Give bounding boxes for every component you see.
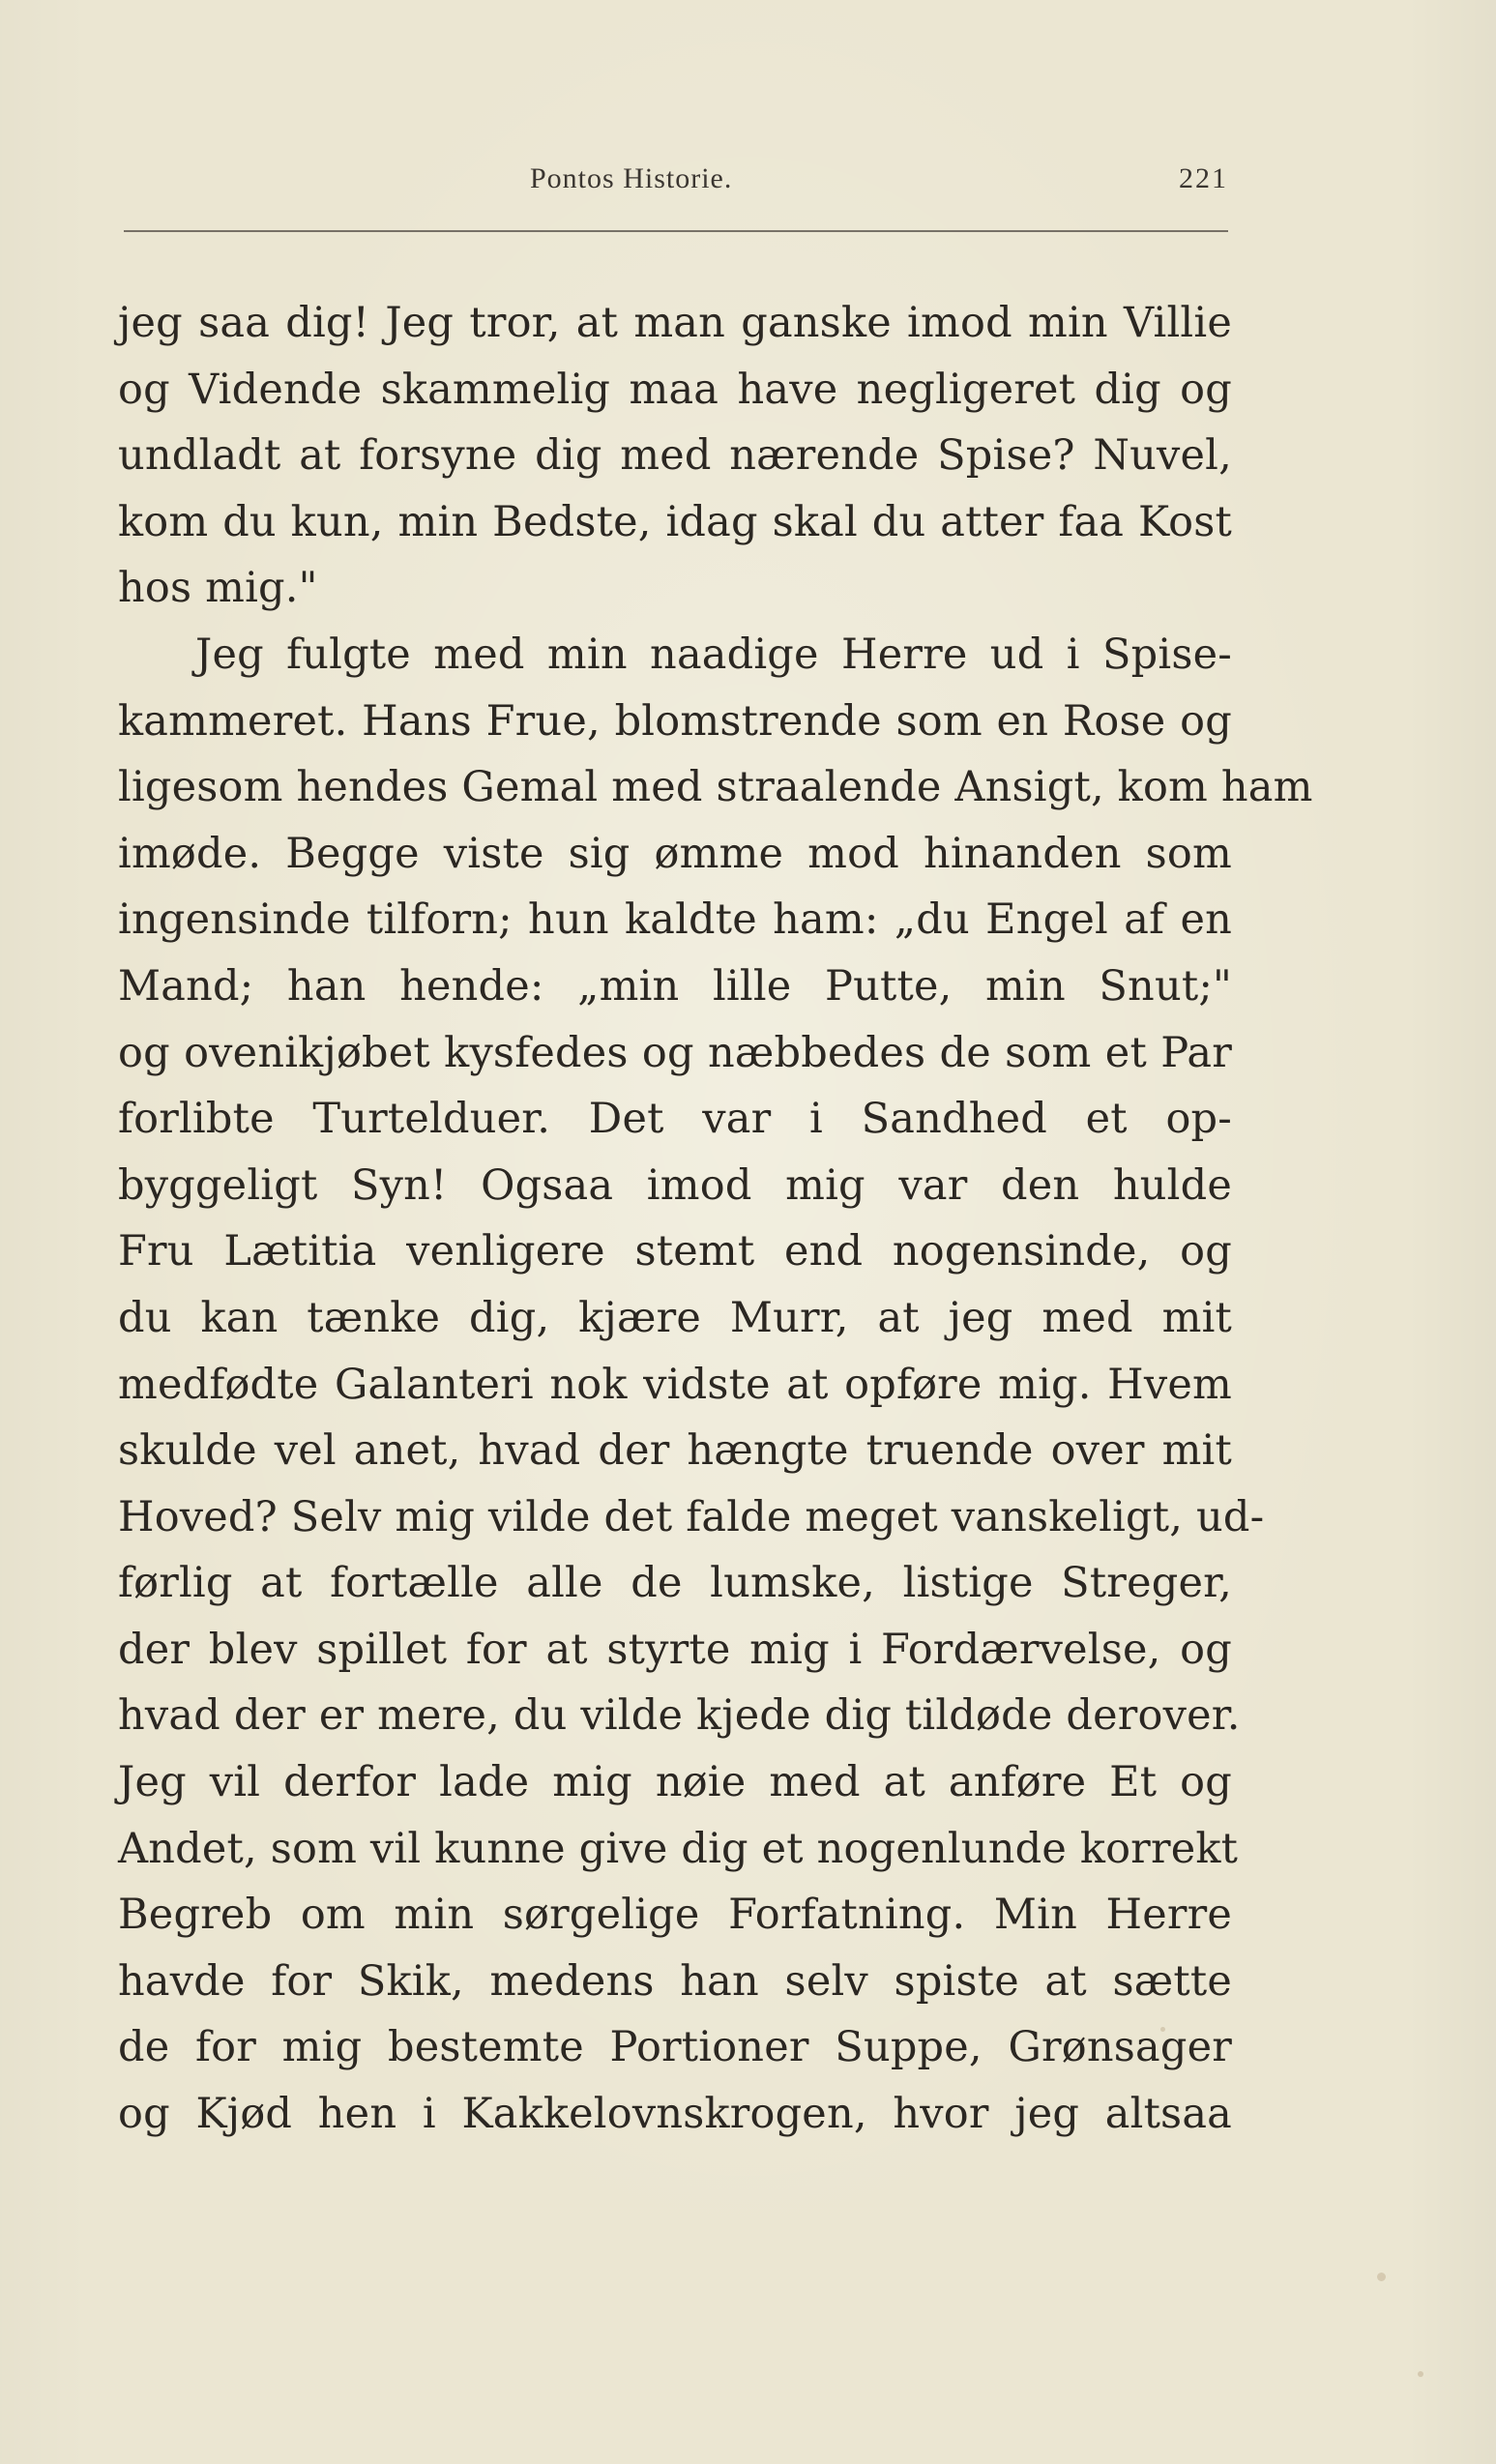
- text-line: Andet, som vil kunne give dig et nogenlunde korrekt: [118, 1824, 1239, 1873]
- text-line: kammeret. Hans Frue, blomstrende som en Rose og: [118, 696, 1232, 746]
- text-line: Begreb om min sørgelige Forfatning. Min Herre: [118, 1891, 1232, 1940]
- paper-speck: [1418, 2371, 1423, 2377]
- page-header: [124, 162, 1228, 201]
- running-title: Pontos Historie.: [530, 162, 733, 194]
- text-line: du kan tænke dig, kjære Murr, at jeg med mit: [118, 1293, 1232, 1342]
- paragraph-start-line: Jeg fulgte med min naadige Herre ud i Spise-: [195, 630, 1232, 679]
- text-line: hvad der er mere, du vilde kjede dig tildøde derover.: [118, 1691, 1241, 1741]
- text-line: de for mig bestemte Portioner Suppe, Grønsager: [118, 2023, 1232, 2072]
- text-line: kom du kun, min Bedste, idag skal du atter faa Kost: [118, 497, 1232, 546]
- paper-speck: [1160, 2027, 1165, 2032]
- body-text: [118, 290, 1313, 2148]
- text-line: havde for Skik, medens han selv spiste at sætte: [118, 1956, 1232, 2006]
- text-line: forlibte Turtelduer. Det var i Sandhed et op-: [118, 1095, 1232, 1144]
- text-line: og ovenikjøbet kysfedes og næbbedes de som et Par: [118, 1028, 1232, 1077]
- text-line: ingensinde tilforn; hun kaldte ham: „du Engel af en: [118, 895, 1232, 945]
- text-line: hos mig.": [118, 564, 318, 613]
- text-line: byggeligt Syn! Ogsaa imod mig var den hulde: [118, 1160, 1232, 1210]
- text-line: undladt at forsyne dig med nærende Spise? Nuvel,: [118, 431, 1232, 481]
- text-line: ligesom hendes Gemal med straalende Ansigt, kom ham: [118, 763, 1313, 812]
- text-line: imøde. Begge viste sig ømme mod hinanden som: [118, 829, 1232, 878]
- text-line: Mand; han hende: „min lille Putte, min Snut;": [118, 961, 1232, 1011]
- paper-speck: [1377, 2273, 1386, 2281]
- page-number: 221: [1179, 162, 1228, 194]
- text-line: og Vidende skammelig maa have negligeret dig og: [118, 365, 1232, 414]
- text-line: Hoved? Selv mig vilde det falde meget vanskeligt, ud-: [118, 1492, 1265, 1541]
- text-line: Fru Lætitia venligere stemt end nogensinde, og: [118, 1227, 1232, 1276]
- text-line: førlig at fortælle alle de lumske, listige Streger,: [118, 1559, 1232, 1608]
- text-line: der blev spillet for at styrte mig i Fordærvelse, og: [118, 1625, 1232, 1674]
- header-rule: [124, 230, 1228, 232]
- text-line: medfødte Galanteri nok vidste at opføre mig. Hvem: [118, 1360, 1232, 1409]
- text-line: og Kjød hen i Kakkelovnskrogen, hvor jeg altsaa: [118, 2090, 1232, 2139]
- text-line: Jeg vil derfor lade mig nøie med at anføre Et og: [118, 1758, 1232, 1807]
- text-line: jeg saa dig! Jeg tror, at man ganske imod min Villie: [118, 299, 1232, 347]
- text-line: skulde vel anet, hvad der hængte truende over mit: [118, 1426, 1232, 1476]
